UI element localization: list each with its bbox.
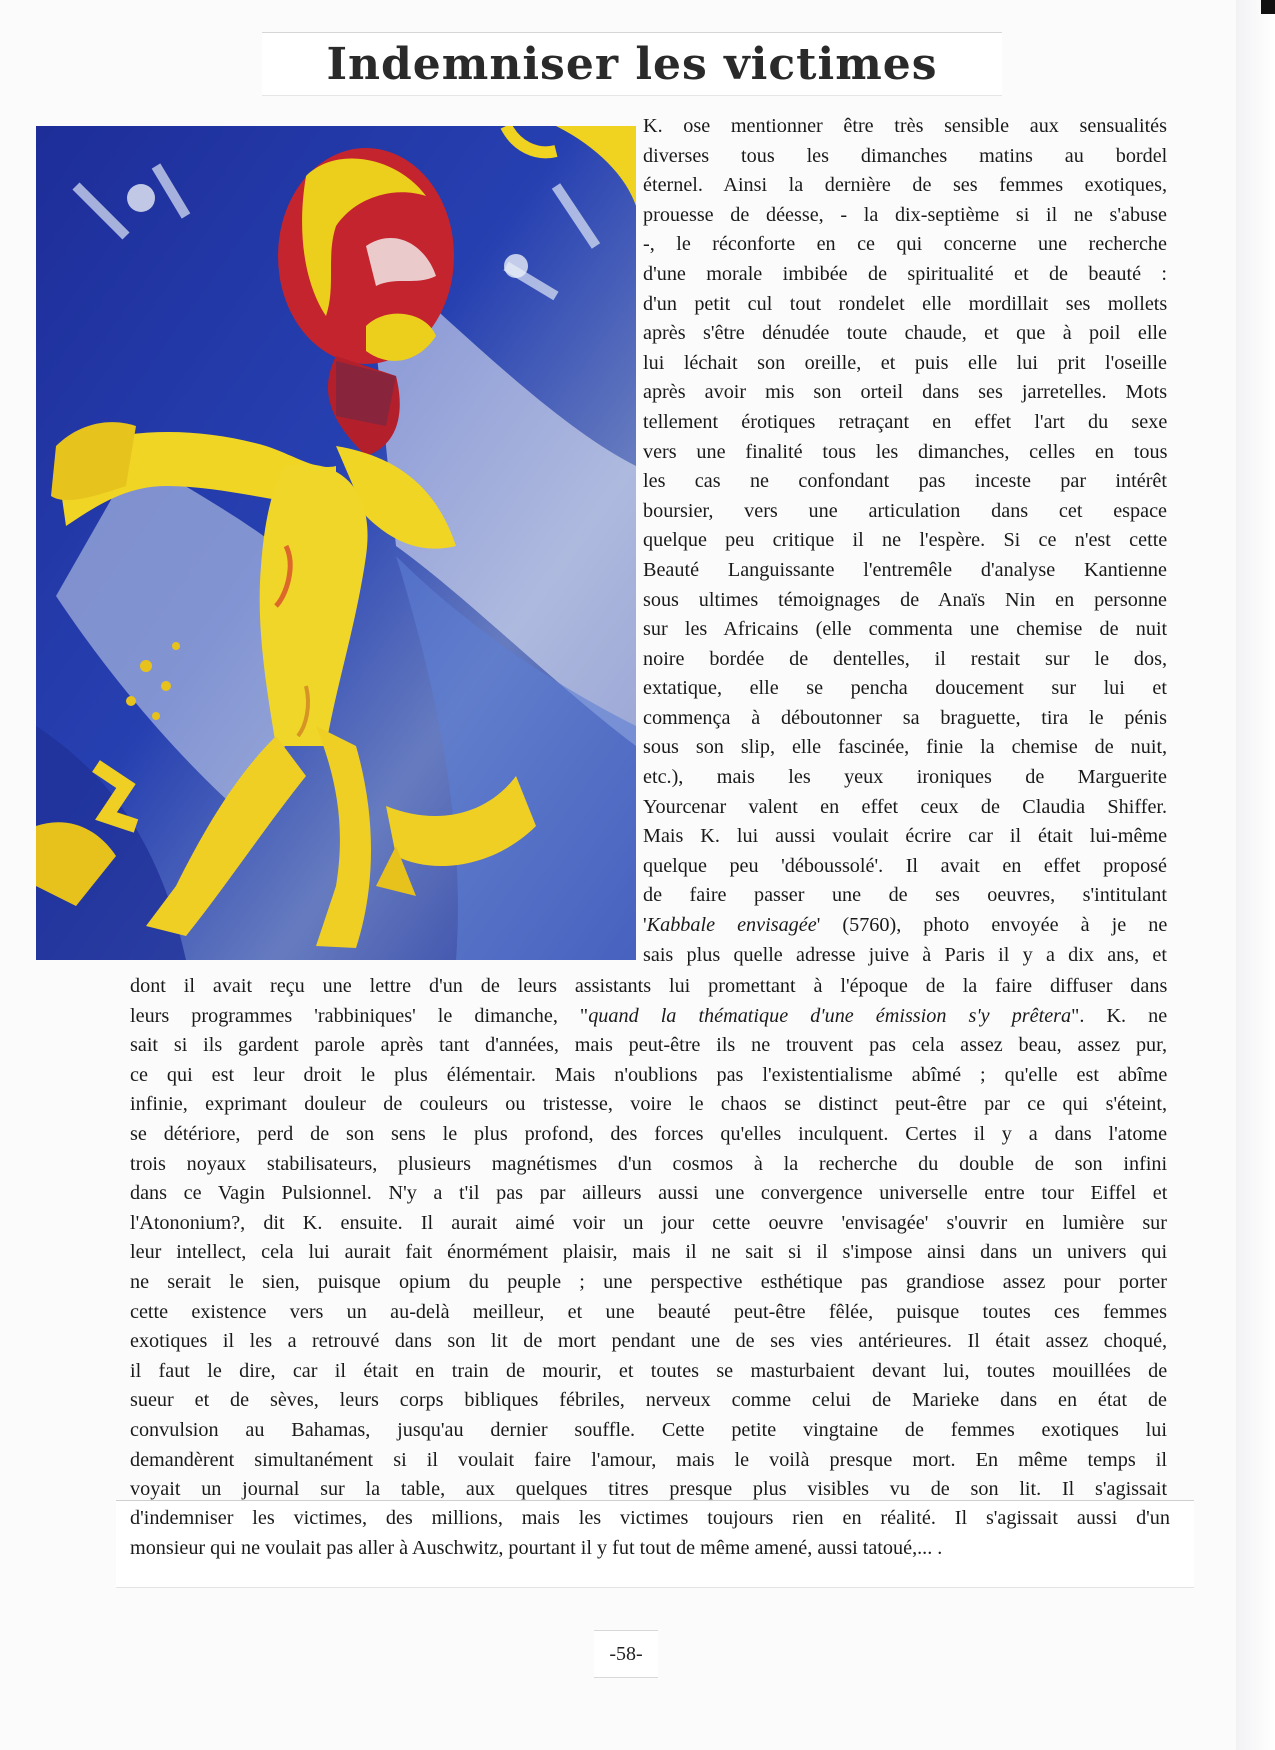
text-line: ce qui est leur droit le plus élémentair. Mais n'oublions pas l'existentialisme abîmé ; qu'elle est abîme	[130, 1063, 1168, 1086]
text-fragment: leurs programmes 'rabbiniques' le dimanche, "	[130, 1004, 589, 1027]
text-line: infinie, exprimant douleur de couleurs ou tristesse, voire le chaos se distinct peut-être par ce qui s'éteint,	[130, 1093, 1167, 1116]
text-line: d'indemniser les victimes, des millions, mais les victimes toujours rien en réalité. Il s'agissait aussi d'un	[130, 1507, 1170, 1529]
text-line: leur intellect, cela lui aurait fait énormément plaisir, mais il ne sait si il s'impose ainsi dans un univers qui	[130, 1241, 1168, 1264]
text-line: cette existence vers un au-delà meilleur, et une beauté peut-être fêlée, puisque toutes ces femmes	[130, 1300, 1167, 1323]
text-line: se détériore, perd de son sens le plus profond, des forces qu'elles inculquent. Certes il y a dans l'atome	[130, 1122, 1168, 1145]
text-line: sueur et de sèves, leurs corps bibliques fébriles, nerveux comme celui de Marieke dans en état de	[130, 1389, 1167, 1412]
text-line: Mais K. lui aussi voulait écrire car il était lui-même	[643, 825, 1168, 848]
text-line: K. ose mentionner être très sensible aux sensualités	[643, 115, 1167, 137]
quoted-phrase: quand la thématique d'une émission s'y prêtera	[588, 1004, 1072, 1027]
text-line: lui léchait son oreille, et puis elle lui prit l'oseille	[643, 351, 1167, 374]
page-number-box	[594, 1630, 658, 1678]
text-line: de faire passer une de ses oeuvres, s'intitulant	[643, 884, 1167, 907]
text-line: trois noyaux stabilisateurs, plusieurs magnétismes d'un cosmos à la recherche du double de son infini	[130, 1152, 1168, 1175]
text-line: éternel. Ainsi la dernière de ses femmes exotiques,	[643, 174, 1167, 197]
text-fragment: ". K. ne	[1071, 1004, 1168, 1027]
text-fragment: '	[643, 914, 647, 937]
main-paragraph-text	[130, 972, 1167, 1505]
text-line: tellement érotiques retraçant en effet l'art du sexe	[643, 410, 1168, 433]
text-line-with-title	[643, 911, 1167, 941]
painting-illustration	[36, 126, 636, 960]
page-title: Indemniser les victimes	[326, 38, 938, 90]
text-line: d'une morale imbibée de spiritualité et de beauté :	[643, 262, 1167, 285]
text-line: boursier, vers une articulation dans cet espace	[643, 499, 1167, 522]
text-line: extatique, elle se pencha doucement sur lui et	[643, 677, 1167, 700]
text-line: exotiques il les a retrouvé dans son lit de mort pendant une de ses vies antérieures. Il était assez choqué,	[130, 1330, 1168, 1353]
scan-corner-mark	[1261, 0, 1275, 14]
scan-margin	[1236, 0, 1275, 1750]
text-line: commença à déboutonner sa braguette, tira le pénis	[643, 706, 1167, 729]
text-line: quelque peu critique il ne l'espère. Si ce n'est cette	[643, 529, 1168, 552]
text-line: sait si ils gardent parole après tant d'années, mais peut-être ils ne trouvent pas cela assez beau, assez pur,	[130, 1034, 1168, 1057]
text-line-with-quote	[130, 1002, 1167, 1032]
text-line: vers une finalité tous les dimanches, celles en tous	[643, 440, 1168, 463]
text-line: après s'être dénudée toute chaude, et que à poil elle	[643, 322, 1167, 345]
page-number: -58-	[609, 1642, 643, 1665]
text-line: sous son slip, elle fascinée, finie la chemise de nuit,	[643, 736, 1168, 759]
text-line: ne serait le sien, puisque opium du peuple ; une perspective esthétique pas grandiose assez pour porter	[130, 1270, 1167, 1293]
text-line: -, le réconforte en ce qui concerne une recherche	[643, 233, 1167, 256]
text-line: après avoir mis son orteil dans ses jarretelles. Mots	[643, 381, 1168, 404]
text-line: demandèrent simultanément si il voulait faire l'amour, mais le voilà presque mort. En même temps il	[130, 1448, 1167, 1471]
text-fragment: ' (5760), photo envoyée à je ne	[816, 914, 1168, 937]
closing-text	[130, 1504, 1170, 1563]
painting-image	[36, 126, 636, 960]
text-line: voyait un journal sur la table, aux quelques titres presque plus visibles vu de son lit. Il s'agissait	[130, 1478, 1168, 1501]
text-line: il faut le dire, car il était en train de mourir, et toutes se masturbaient devant lui, toutes mouillées de	[130, 1359, 1168, 1382]
title-strip	[262, 32, 1002, 96]
text-line: sur les Africains (elle commenta une chemise de nuit	[643, 618, 1168, 641]
text-line: sous ultimes témoignages de Anaïs Nin en personne	[643, 588, 1167, 611]
text-line: sais plus quelle adresse juive à Paris il y a dix ans, et	[643, 943, 1167, 966]
text-line: diverses tous les dimanches matins au bordel	[643, 144, 1168, 167]
text-line: monsieur qui ne voulait pas aller à Auschwitz, pourtant il y fut tout de même amené, aussi tatoué,... .	[130, 1536, 943, 1559]
text-line: etc.), mais les yeux ironiques de Marguerite	[643, 766, 1167, 789]
text-line: dont il avait reçu une lettre d'un de leurs assistants lui promettant à l'époque de la faire diffuser dans	[130, 975, 1168, 997]
text-line: l'Atononium?, dit K. ensuite. Il aurait aimé voir un jour cette oeuvre 'envisagée' s'ouvrir en lumière sur	[130, 1211, 1167, 1234]
artwork-title: Kabbale envisagée	[646, 914, 817, 937]
intro-column-text	[643, 112, 1167, 970]
text-line: quelque peu 'déboussolé'. Il avait en effet proposé	[643, 854, 1167, 877]
text-line: prouesse de déesse, - la dix-septième si il ne s'abuse	[643, 203, 1167, 226]
text-line: noire bordée de dentelles, il restait sur le dos,	[643, 647, 1167, 670]
text-line: d'un petit cul tout rondelet elle mordillait ses mollets	[643, 292, 1168, 315]
text-line: dans ce Vagin Pulsionnel. N'y a t'il pas par ailleurs aussi une convergence universelle entre tour Eiffel et	[130, 1182, 1168, 1205]
text-line: Beauté Languissante l'entremêle d'analyse Kantienne	[643, 558, 1167, 581]
text-line: les cas ne confondant pas inceste par intérêt	[643, 470, 1167, 493]
text-line: Yourcenar valent en effet ceux de Claudia Shiffer.	[643, 795, 1168, 818]
text-line: convulsion au Bahamas, jusqu'au dernier souffle. Cette petite vingtaine de femmes exotiques lui	[130, 1418, 1167, 1441]
